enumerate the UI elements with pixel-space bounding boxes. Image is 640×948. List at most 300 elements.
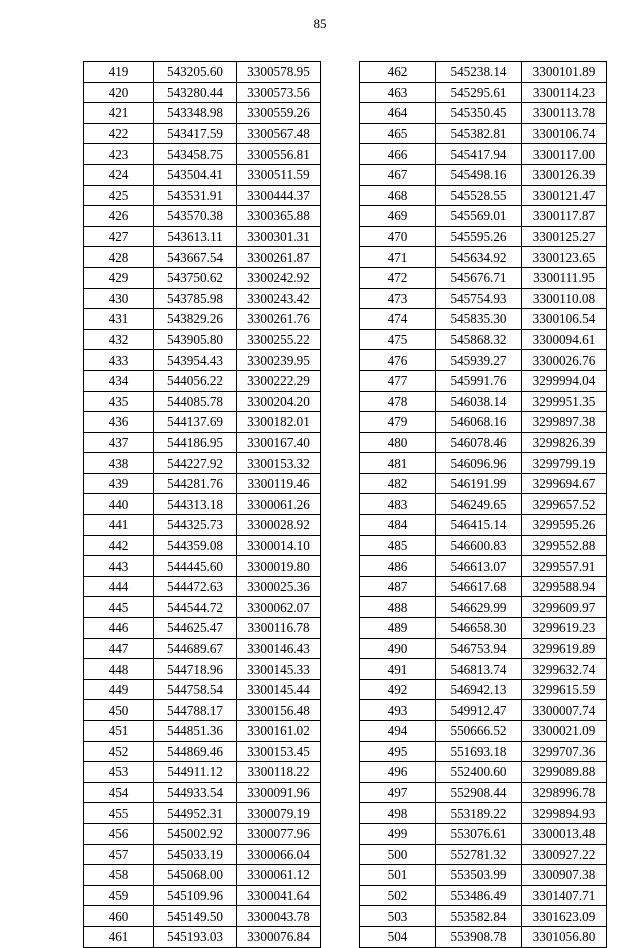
table-row <box>84 535 321 556</box>
x-coordinate-cell: 553582.84 <box>436 906 522 927</box>
table-row <box>84 494 321 515</box>
y-coordinate-cell: 3300153.32 <box>237 453 321 474</box>
table-row <box>360 535 607 556</box>
y-coordinate-cell: 3300927.22 <box>522 844 607 865</box>
point-number-cell: 462 <box>360 62 436 83</box>
x-coordinate-cell: 546658.30 <box>436 618 522 639</box>
x-coordinate-cell: 546249.65 <box>436 494 522 515</box>
y-coordinate-cell: 3300066.04 <box>237 844 321 865</box>
x-coordinate-cell: 544851.36 <box>154 721 237 742</box>
y-coordinate-cell: 3301056.80 <box>522 926 607 947</box>
point-number-cell: 485 <box>360 535 436 556</box>
y-coordinate-cell: 3299609.97 <box>522 597 607 618</box>
table-row <box>360 82 607 103</box>
y-coordinate-cell: 3300061.26 <box>237 494 321 515</box>
table-row <box>84 123 321 144</box>
point-number-cell: 480 <box>360 432 436 453</box>
y-coordinate-cell: 3300025.36 <box>237 576 321 597</box>
point-number-cell: 456 <box>84 823 154 844</box>
table-row <box>84 144 321 165</box>
y-coordinate-cell: 3300094.61 <box>522 329 607 350</box>
y-coordinate-cell: 3299588.94 <box>522 576 607 597</box>
x-coordinate-cell: 544085.78 <box>154 391 237 412</box>
x-coordinate-cell: 544869.46 <box>154 741 237 762</box>
x-coordinate-cell: 544689.67 <box>154 638 237 659</box>
table-row <box>360 62 607 83</box>
x-coordinate-cell: 543829.26 <box>154 309 237 330</box>
y-coordinate-cell: 3298996.78 <box>522 782 607 803</box>
x-coordinate-cell: 544313.18 <box>154 494 237 515</box>
table-row <box>360 309 607 330</box>
x-coordinate-cell: 544186.95 <box>154 432 237 453</box>
point-number-cell: 477 <box>360 370 436 391</box>
point-number-cell: 495 <box>360 741 436 762</box>
point-number-cell: 479 <box>360 412 436 433</box>
point-number-cell: 426 <box>84 206 154 227</box>
x-coordinate-cell: 545417.94 <box>436 144 522 165</box>
table-row <box>84 638 321 659</box>
point-number-cell: 466 <box>360 144 436 165</box>
y-coordinate-cell: 3300145.33 <box>237 659 321 680</box>
point-number-cell: 439 <box>84 473 154 494</box>
point-number-cell: 488 <box>360 597 436 618</box>
x-coordinate-cell: 552908.44 <box>436 782 522 803</box>
table-row <box>360 782 607 803</box>
y-coordinate-cell: 3300101.89 <box>522 62 607 83</box>
table-row <box>84 432 321 453</box>
table-row <box>360 164 607 185</box>
point-number-cell: 496 <box>360 762 436 783</box>
point-number-cell: 472 <box>360 267 436 288</box>
y-coordinate-cell: 3299615.59 <box>522 679 607 700</box>
table-row <box>84 288 321 309</box>
y-coordinate-cell: 3300204.20 <box>237 391 321 412</box>
point-number-cell: 458 <box>84 865 154 886</box>
page-number: 85 <box>313 16 327 31</box>
x-coordinate-cell: 552400.60 <box>436 762 522 783</box>
point-number-cell: 491 <box>360 659 436 680</box>
point-number-cell: 432 <box>84 329 154 350</box>
point-number-cell: 460 <box>84 906 154 927</box>
table-row <box>360 926 607 947</box>
x-coordinate-cell: 544137.69 <box>154 412 237 433</box>
table-row <box>84 247 321 268</box>
y-coordinate-cell: 3299897.38 <box>522 412 607 433</box>
table-row <box>84 350 321 371</box>
y-coordinate-cell: 3300145.44 <box>237 679 321 700</box>
table-row <box>360 762 607 783</box>
y-coordinate-cell: 3300041.64 <box>237 885 321 906</box>
table-row <box>84 762 321 783</box>
y-coordinate-cell: 3300125.27 <box>522 226 607 247</box>
x-coordinate-cell: 544472.63 <box>154 576 237 597</box>
point-number-cell: 445 <box>84 597 154 618</box>
y-coordinate-cell: 3300106.54 <box>522 309 607 330</box>
point-number-cell: 494 <box>360 721 436 742</box>
x-coordinate-cell: 546415.14 <box>436 515 522 536</box>
y-coordinate-cell: 3300079.19 <box>237 803 321 824</box>
point-number-cell: 444 <box>84 576 154 597</box>
point-number-cell: 489 <box>360 618 436 639</box>
x-coordinate-cell: 543785.98 <box>154 288 237 309</box>
point-number-cell: 474 <box>360 309 436 330</box>
y-coordinate-cell: 3300111.95 <box>522 267 607 288</box>
x-coordinate-cell: 545528.55 <box>436 185 522 206</box>
y-coordinate-cell: 3300161.02 <box>237 721 321 742</box>
x-coordinate-cell: 545835.30 <box>436 309 522 330</box>
x-coordinate-cell: 545676.71 <box>436 267 522 288</box>
x-coordinate-cell: 543417.59 <box>154 123 237 144</box>
point-number-cell: 486 <box>360 556 436 577</box>
y-coordinate-cell: 3299951.35 <box>522 391 607 412</box>
table-row <box>360 103 607 124</box>
y-coordinate-cell: 3300021.09 <box>522 721 607 742</box>
table-row <box>360 576 607 597</box>
y-coordinate-cell: 3299894.93 <box>522 803 607 824</box>
table-row <box>360 185 607 206</box>
table-row <box>360 144 607 165</box>
y-coordinate-cell: 3300222.29 <box>237 370 321 391</box>
y-coordinate-cell: 3300511.59 <box>237 164 321 185</box>
x-coordinate-cell: 545382.81 <box>436 123 522 144</box>
y-coordinate-cell: 3300013.48 <box>522 823 607 844</box>
point-number-cell: 451 <box>84 721 154 742</box>
point-number-cell: 443 <box>84 556 154 577</box>
x-coordinate-cell: 546096.96 <box>436 453 522 474</box>
point-number-cell: 484 <box>360 515 436 536</box>
x-coordinate-cell: 545033.19 <box>154 844 237 865</box>
x-coordinate-cell: 544544.72 <box>154 597 237 618</box>
y-coordinate-cell: 3299694.67 <box>522 473 607 494</box>
point-number-cell: 461 <box>84 926 154 947</box>
x-coordinate-cell: 544625.47 <box>154 618 237 639</box>
table-row <box>360 823 607 844</box>
point-number-cell: 503 <box>360 906 436 927</box>
table-row <box>360 494 607 515</box>
table-row <box>84 556 321 577</box>
point-number-cell: 419 <box>84 62 154 83</box>
y-coordinate-cell: 3300255.22 <box>237 329 321 350</box>
table-row <box>360 123 607 144</box>
point-number-cell: 492 <box>360 679 436 700</box>
y-coordinate-cell: 3300043.78 <box>237 906 321 927</box>
table-row <box>360 741 607 762</box>
y-coordinate-cell: 3300106.74 <box>522 123 607 144</box>
y-coordinate-cell: 3300091.96 <box>237 782 321 803</box>
point-number-cell: 457 <box>84 844 154 865</box>
y-coordinate-cell: 3300061.12 <box>237 865 321 886</box>
point-number-cell: 473 <box>360 288 436 309</box>
table-row <box>84 82 321 103</box>
x-coordinate-cell: 543205.60 <box>154 62 237 83</box>
table-row <box>360 679 607 700</box>
table-row <box>84 659 321 680</box>
y-coordinate-cell: 3300110.08 <box>522 288 607 309</box>
table-row <box>84 453 321 474</box>
x-coordinate-cell: 545109.96 <box>154 885 237 906</box>
table-row <box>360 288 607 309</box>
y-coordinate-cell: 3300113.78 <box>522 103 607 124</box>
y-coordinate-cell: 3300118.22 <box>237 762 321 783</box>
x-coordinate-cell: 545595.26 <box>436 226 522 247</box>
table-row <box>360 206 607 227</box>
table-row <box>360 432 607 453</box>
point-number-cell: 464 <box>360 103 436 124</box>
x-coordinate-cell: 546038.14 <box>436 391 522 412</box>
y-coordinate-cell: 3300116.78 <box>237 618 321 639</box>
y-coordinate-cell: 3300121.47 <box>522 185 607 206</box>
x-coordinate-cell: 543954.43 <box>154 350 237 371</box>
point-number-cell: 441 <box>84 515 154 536</box>
point-number-cell: 431 <box>84 309 154 330</box>
point-number-cell: 434 <box>84 370 154 391</box>
x-coordinate-cell: 546617.68 <box>436 576 522 597</box>
y-coordinate-cell: 3300114.23 <box>522 82 607 103</box>
point-number-cell: 430 <box>84 288 154 309</box>
y-coordinate-cell: 3300123.65 <box>522 247 607 268</box>
table-row <box>84 782 321 803</box>
x-coordinate-cell: 545193.03 <box>154 926 237 947</box>
x-coordinate-cell: 546629.99 <box>436 597 522 618</box>
table-row <box>360 556 607 577</box>
point-number-cell: 500 <box>360 844 436 865</box>
x-coordinate-cell: 550666.52 <box>436 721 522 742</box>
y-coordinate-cell: 3300062.07 <box>237 597 321 618</box>
table-row <box>84 515 321 536</box>
table-row <box>360 370 607 391</box>
table-row <box>84 576 321 597</box>
point-number-cell: 465 <box>360 123 436 144</box>
table-row <box>84 206 321 227</box>
y-coordinate-cell: 3300167.40 <box>237 432 321 453</box>
point-number-cell: 481 <box>360 453 436 474</box>
x-coordinate-cell: 545238.14 <box>436 62 522 83</box>
y-coordinate-cell: 3300567.48 <box>237 123 321 144</box>
y-coordinate-cell: 3300007.74 <box>522 700 607 721</box>
point-number-cell: 498 <box>360 803 436 824</box>
x-coordinate-cell: 543750.62 <box>154 267 237 288</box>
y-coordinate-cell: 3300014.10 <box>237 535 321 556</box>
y-coordinate-cell: 3299595.26 <box>522 515 607 536</box>
point-number-cell: 448 <box>84 659 154 680</box>
table-row <box>360 391 607 412</box>
x-coordinate-cell: 551693.18 <box>436 741 522 762</box>
table-row <box>360 515 607 536</box>
point-number-cell: 424 <box>84 164 154 185</box>
table-row <box>84 185 321 206</box>
y-coordinate-cell: 3299619.23 <box>522 618 607 639</box>
point-number-cell: 436 <box>84 412 154 433</box>
x-coordinate-cell: 549912.47 <box>436 700 522 721</box>
y-coordinate-cell: 3300365.88 <box>237 206 321 227</box>
x-coordinate-cell: 544933.54 <box>154 782 237 803</box>
x-coordinate-cell: 545991.76 <box>436 370 522 391</box>
point-number-cell: 487 <box>360 576 436 597</box>
x-coordinate-cell: 546078.46 <box>436 432 522 453</box>
table-row <box>360 226 607 247</box>
x-coordinate-cell: 543348.98 <box>154 103 237 124</box>
point-number-cell: 452 <box>84 741 154 762</box>
x-coordinate-cell: 546942.13 <box>436 679 522 700</box>
point-number-cell: 459 <box>84 885 154 906</box>
point-number-cell: 442 <box>84 535 154 556</box>
point-number-cell: 449 <box>84 679 154 700</box>
point-number-cell: 435 <box>84 391 154 412</box>
x-coordinate-cell: 545295.61 <box>436 82 522 103</box>
table-row <box>84 823 321 844</box>
x-coordinate-cell: 544788.17 <box>154 700 237 721</box>
y-coordinate-cell: 3300261.76 <box>237 309 321 330</box>
x-coordinate-cell: 543531.91 <box>154 185 237 206</box>
coordinates-table-right <box>359 61 607 948</box>
x-coordinate-cell: 545068.00 <box>154 865 237 886</box>
point-number-cell: 467 <box>360 164 436 185</box>
y-coordinate-cell: 3299552.88 <box>522 535 607 556</box>
y-coordinate-cell: 3300019.80 <box>237 556 321 577</box>
y-coordinate-cell: 3300117.00 <box>522 144 607 165</box>
table-row <box>360 618 607 639</box>
x-coordinate-cell: 546600.83 <box>436 535 522 556</box>
x-coordinate-cell: 543570.38 <box>154 206 237 227</box>
point-number-cell: 421 <box>84 103 154 124</box>
table-row <box>84 329 321 350</box>
y-coordinate-cell: 3300573.56 <box>237 82 321 103</box>
y-coordinate-cell: 3300153.45 <box>237 741 321 762</box>
table-row <box>360 473 607 494</box>
x-coordinate-cell: 552781.32 <box>436 844 522 865</box>
x-coordinate-cell: 545350.45 <box>436 103 522 124</box>
point-number-cell: 423 <box>84 144 154 165</box>
point-number-cell: 428 <box>84 247 154 268</box>
point-number-cell: 504 <box>360 926 436 947</box>
table-row <box>360 865 607 886</box>
y-coordinate-cell: 3301407.71 <box>522 885 607 906</box>
table-row <box>360 906 607 927</box>
x-coordinate-cell: 545868.32 <box>436 329 522 350</box>
x-coordinate-cell: 544359.08 <box>154 535 237 556</box>
table-row <box>360 700 607 721</box>
x-coordinate-cell: 543458.75 <box>154 144 237 165</box>
point-number-cell: 501 <box>360 865 436 886</box>
table-row <box>84 370 321 391</box>
point-number-cell: 490 <box>360 638 436 659</box>
point-number-cell: 470 <box>360 226 436 247</box>
y-coordinate-cell: 3300242.92 <box>237 267 321 288</box>
point-number-cell: 447 <box>84 638 154 659</box>
x-coordinate-cell: 543280.44 <box>154 82 237 103</box>
y-coordinate-cell: 3300156.48 <box>237 700 321 721</box>
x-coordinate-cell: 545754.93 <box>436 288 522 309</box>
y-coordinate-cell: 3300239.95 <box>237 350 321 371</box>
y-coordinate-cell: 3300444.37 <box>237 185 321 206</box>
table-row <box>360 350 607 371</box>
point-number-cell: 429 <box>84 267 154 288</box>
x-coordinate-cell: 544758.54 <box>154 679 237 700</box>
point-number-cell: 437 <box>84 432 154 453</box>
y-coordinate-cell: 3300559.26 <box>237 103 321 124</box>
table-row <box>84 309 321 330</box>
x-coordinate-cell: 543504.41 <box>154 164 237 185</box>
table-row <box>84 865 321 886</box>
x-coordinate-cell: 544325.73 <box>154 515 237 536</box>
point-number-cell: 450 <box>84 700 154 721</box>
x-coordinate-cell: 544227.92 <box>154 453 237 474</box>
point-number-cell: 475 <box>360 329 436 350</box>
table-row <box>360 721 607 742</box>
x-coordinate-cell: 553503.99 <box>436 865 522 886</box>
point-number-cell: 502 <box>360 885 436 906</box>
y-coordinate-cell: 3300117.87 <box>522 206 607 227</box>
table-row <box>84 618 321 639</box>
x-coordinate-cell: 546068.16 <box>436 412 522 433</box>
y-coordinate-cell: 3300126.39 <box>522 164 607 185</box>
x-coordinate-cell: 546813.74 <box>436 659 522 680</box>
x-coordinate-cell: 545498.16 <box>436 164 522 185</box>
table-row <box>360 638 607 659</box>
table-row <box>360 844 607 865</box>
point-number-cell: 468 <box>360 185 436 206</box>
table-row <box>84 226 321 247</box>
table-row <box>84 164 321 185</box>
y-coordinate-cell: 3299619.89 <box>522 638 607 659</box>
y-coordinate-cell: 3300077.96 <box>237 823 321 844</box>
point-number-cell: 425 <box>84 185 154 206</box>
table-row <box>84 679 321 700</box>
x-coordinate-cell: 545569.01 <box>436 206 522 227</box>
point-number-cell: 471 <box>360 247 436 268</box>
y-coordinate-cell: 3299557.91 <box>522 556 607 577</box>
y-coordinate-cell: 3300301.31 <box>237 226 321 247</box>
point-number-cell: 454 <box>84 782 154 803</box>
y-coordinate-cell: 3299994.04 <box>522 370 607 391</box>
y-coordinate-cell: 3299799.19 <box>522 453 607 474</box>
point-number-cell: 482 <box>360 473 436 494</box>
x-coordinate-cell: 546191.99 <box>436 473 522 494</box>
x-coordinate-cell: 545149.50 <box>154 906 237 927</box>
y-coordinate-cell: 3300261.87 <box>237 247 321 268</box>
y-coordinate-cell: 3299089.88 <box>522 762 607 783</box>
point-number-cell: 455 <box>84 803 154 824</box>
x-coordinate-cell: 544281.76 <box>154 473 237 494</box>
table-row <box>84 741 321 762</box>
point-number-cell: 433 <box>84 350 154 371</box>
y-coordinate-cell: 3299657.52 <box>522 494 607 515</box>
table-row <box>360 267 607 288</box>
point-number-cell: 422 <box>84 123 154 144</box>
coordinates-table-left <box>83 61 321 948</box>
point-number-cell: 420 <box>84 82 154 103</box>
point-number-cell: 478 <box>360 391 436 412</box>
table-row <box>84 926 321 947</box>
y-coordinate-cell: 3300146.43 <box>237 638 321 659</box>
x-coordinate-cell: 545002.92 <box>154 823 237 844</box>
x-coordinate-cell: 546753.94 <box>436 638 522 659</box>
y-coordinate-cell: 3300182.01 <box>237 412 321 433</box>
x-coordinate-cell: 544911.12 <box>154 762 237 783</box>
y-coordinate-cell: 3300026.76 <box>522 350 607 371</box>
point-number-cell: 463 <box>360 82 436 103</box>
x-coordinate-cell: 553076.61 <box>436 823 522 844</box>
table-row <box>360 247 607 268</box>
x-coordinate-cell: 553189.22 <box>436 803 522 824</box>
point-number-cell: 440 <box>84 494 154 515</box>
table-row <box>360 453 607 474</box>
y-coordinate-cell: 3300556.81 <box>237 144 321 165</box>
table-row <box>84 700 321 721</box>
point-number-cell: 483 <box>360 494 436 515</box>
x-coordinate-cell: 544952.31 <box>154 803 237 824</box>
point-number-cell: 469 <box>360 206 436 227</box>
